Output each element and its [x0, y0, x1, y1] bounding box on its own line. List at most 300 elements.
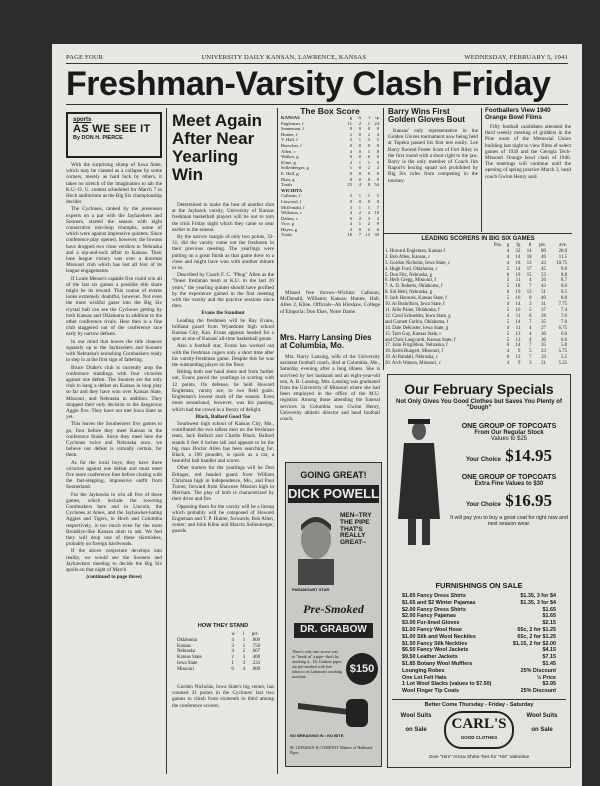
- scorer-row-cell: 8.7: [561, 278, 567, 284]
- ad2-group1-values: Values to $25: [490, 436, 528, 442]
- sale-item-price: $1.65: [542, 613, 556, 620]
- football-headline: Footballers View 1940 Orange Bowl Films: [485, 107, 551, 121]
- standings-row-cell: .800: [251, 637, 261, 643]
- scorer-row-cell: 16: [515, 307, 521, 313]
- boxscore-row-cell: 0: [349, 154, 352, 160]
- scorer-row-cell: 8. Sid Held, Nebraska, g: [385, 290, 433, 296]
- ad2-store-sub: GOOD CLOTHES: [460, 735, 498, 740]
- scorers-head: ft: [528, 243, 532, 248]
- boxscore-row-cell: 7: [376, 204, 379, 210]
- scorer-row-cell: 43: [541, 260, 546, 266]
- banner-rule: [66, 104, 568, 105]
- sale-item-name: $1.65 Fancy Dress Shirts: [402, 593, 466, 599]
- boxscore-row-cell: 11: [347, 120, 352, 126]
- standings-head-w: w: [231, 632, 235, 637]
- scorer-row-cell: 6: [506, 343, 510, 349]
- lansing-story: [280, 354, 380, 458]
- standings-row-cell: Missouri: [177, 666, 195, 672]
- ad2-title: Our February Specials: [404, 381, 554, 397]
- boxscore-row-cell: 2: [358, 210, 361, 216]
- scorer-row-cell: 17: [526, 266, 532, 272]
- scorer-row-cell: 1. Howard Engleman, Kansas f: [385, 248, 445, 254]
- standings-row-cell: 1: [242, 637, 246, 643]
- scorer-row-cell: 5.25: [558, 361, 567, 367]
- pipe-icon: [294, 695, 374, 729]
- scorer-row-cell: 11.5: [558, 254, 567, 260]
- col2-paragraph: Other starters for the yearlings will be Don Ettinger, red headed guard from William Chrisman high in Independence, Mo., and Paul Turner, forward from Shawnee Mission high in Merriam. The play of both is characterized by their drive and fire.: [172, 465, 274, 503]
- ad2-group1: ONE GROUP OF TOPCOATS: [461, 423, 557, 430]
- scorer-row-cell: 4: [506, 325, 510, 331]
- scorers-head: pts.: [539, 243, 546, 248]
- scorer-row-cell: 6.0: [561, 331, 567, 337]
- standings-row-cell: Oklahoma: [177, 637, 197, 643]
- standings-row-cell: .000: [251, 666, 261, 672]
- col1-paragraph: In our mind that leaves the title chances squarely up to the Jayhawkers and Sooners with Nebraska's onrushing Cornhuskers ready to step in at the first sign of faltering.: [66, 338, 162, 364]
- ad-star-label: PARAMOUNT STAR: [292, 587, 330, 592]
- sale-item-price: $1.15, 2 for $2.00: [512, 640, 556, 647]
- sale-item-name: 1 Lot Wool Slacks (values to $7.50): [402, 681, 492, 688]
- sports-title: AS WE SEE IT: [73, 123, 151, 135]
- scorer-row-cell: 80: [541, 248, 546, 254]
- scorer-row-cell: 5: [506, 307, 510, 313]
- scorer-row-cell: 7.4: [561, 307, 567, 313]
- sports-column-box: [66, 112, 162, 158]
- standings-row-cell: .333: [251, 660, 261, 666]
- ad2-group1-sub: From Our Regular Stock: [474, 430, 544, 436]
- scorer-row-cell: 18: [515, 284, 521, 290]
- scorer-row-cell: 5: [506, 319, 510, 325]
- lansing-text: Mrs. Harry Lansing, wife of the University assistant football coach, died at Columbia, Mo., Saturday evening after a long illness. She is survived by her husband and an eight-year-old son, A. B. Lansing. Mrs. Lansing was graduated from the University of Missouri where she had been employed in the office of the M.U. registrar. Among those attending the funeral services in Columbia was Gwinn Henry, University athletic director and head football coach.: [280, 354, 380, 423]
- col2-paragraph: Black, Ballard Good Too: [195, 413, 251, 420]
- standings-row-cell: 2: [231, 655, 234, 661]
- ad2-pay-note: It will pay you to buy a good coat for right now and next season wear.: [450, 515, 568, 527]
- sale-item: [402, 620, 556, 627]
- scorer-row-cell: 13: [515, 331, 521, 337]
- sale-item-name: $1.50 Fancy Silk Neckties: [402, 640, 468, 647]
- sale-item-name: $3.00 Fur-lined Gloves: [402, 620, 460, 627]
- scorer-row-cell: 18. Keith Bungert, Missouri, f: [385, 349, 443, 355]
- scorer-row-cell: 9: [517, 361, 521, 367]
- scorer-row-cell: 6. Herb Gregg, Missouri, f: [385, 278, 437, 284]
- standings-row-cell: 4: [231, 649, 234, 655]
- boxscore-row-cell: Hayes, g: [281, 226, 298, 232]
- scorer-row-cell: 8.6: [561, 284, 567, 290]
- column-rule: [277, 108, 278, 774]
- bs-total: 8: [367, 182, 370, 188]
- standings-row-cell: .400: [251, 655, 261, 661]
- boxscore-row-cell: 0: [358, 226, 361, 232]
- scorer-row-cell: 35: [541, 319, 546, 325]
- bs-total: Totals: [281, 232, 293, 238]
- bs-head: g: [349, 115, 352, 120]
- boxscore-row-cell: 0: [358, 142, 361, 148]
- man-in-topcoat-illustration: [394, 419, 444, 549]
- bs-total: 25: [347, 182, 352, 188]
- sports-byline: By DON H. PIERCE: [73, 135, 123, 141]
- sale-item-price: $1.65: [542, 606, 556, 613]
- scorer-row-cell: 21: [541, 361, 546, 367]
- boxscore-row-cell: 1: [358, 193, 361, 199]
- boxscore-row-cell: Kline, g: [281, 159, 296, 165]
- ad-price-badge: $150: [346, 653, 378, 685]
- scorer-row-cell: 12. Carol Schneider, Iowa State, g: [385, 313, 451, 319]
- barry-headline: Barry Wins First Golden Gloves Bout: [388, 107, 465, 125]
- sale-item-price: ½ Price: [536, 674, 556, 681]
- boxscore-row-cell: 4: [349, 221, 352, 227]
- clothing-advertisement: [387, 374, 571, 768]
- boxscore-row-cell: 2: [358, 120, 361, 126]
- standings-title: HOW THEY STAND: [197, 623, 249, 629]
- scorer-row-cell: 11: [515, 278, 521, 284]
- scorer-row-cell: 7: [529, 319, 532, 325]
- standings-row-cell: Nebraska: [177, 649, 196, 655]
- standings-row-cell: .667: [251, 649, 261, 655]
- scorer-row-cell: 18: [526, 254, 532, 260]
- col1-paragraph: (continued to page three): [86, 574, 142, 581]
- boxscore-row-cell: 2: [367, 221, 370, 227]
- boxscore-row-cell: 0: [349, 126, 352, 132]
- portrait-illustration: [292, 509, 340, 585]
- scorer-row-cell: 4: [506, 361, 510, 367]
- sale-item: [402, 668, 556, 675]
- boxscore-row-cell: 0: [349, 142, 352, 148]
- ad2-onsale-right: on Sale: [531, 727, 553, 733]
- scorer-row-cell: 5.8: [561, 343, 567, 349]
- scorer-row-cell: 5.75: [558, 349, 567, 355]
- scorer-row-cell: 14. Dale DeKoster, Iowa State, g: [385, 325, 449, 331]
- col1-paragraph: With the surprising slump of Iowa State, which may be classed as a collapse by some corners, merely as hard luck by others, it takes no stretch of the imagination to tab the K.U.-O. U. contest scheduled for March 7 in Hoch auditorium as the Big Six championship decider.: [66, 162, 162, 206]
- bs-head: tp: [375, 115, 379, 120]
- boxscore-row-cell: 1: [358, 204, 361, 210]
- boxscore-row-cell: 0: [358, 148, 361, 154]
- scorer-row-cell: 37: [541, 307, 546, 313]
- bs-head: ft: [358, 115, 361, 120]
- standings-row-cell: .750: [251, 643, 261, 649]
- sports-column-text: [66, 162, 162, 774]
- scorer-row-cell: 27: [541, 325, 546, 331]
- standings-row-cell: 4: [231, 637, 234, 643]
- sale-item-name: $1.65 and $2 Winter Pajamas: [402, 599, 476, 606]
- ad2-choice1: Your Choice: [465, 457, 501, 463]
- scorer-row-cell: 6: [529, 313, 532, 319]
- boxscore-row-cell: 1: [367, 148, 370, 154]
- ad2-subtitle: Not Only Gives You Good Clothes but Saves You Plenty of "Dough": [396, 399, 562, 411]
- boxscore-row-cell: 0: [349, 170, 352, 176]
- scorer-row-cell: 13: [515, 355, 521, 361]
- folio-line: [66, 54, 568, 64]
- boxscore-row-cell: 2: [349, 131, 352, 137]
- boxscore-row-cell: 0: [367, 142, 370, 148]
- boxscore-row-cell: 6: [376, 226, 379, 232]
- scorer-row-cell: 4: [529, 331, 532, 337]
- folio-paper: UNIVERSITY DAILY KANSAN, LAWRENCE, KANSAS: [201, 54, 367, 61]
- scorer-row-cell: 14: [526, 248, 532, 254]
- col1-paragraph: Bruce Drake's club is currently atop the conference standings with four victories against one defeat. The Sooners are the only club to hang a defeat on Kansas in loop play so far and they have won over Kansas State, Missouri, and Nebraska in addition. They dropped their only decision to the dangerous Aggie five. They have not met Iowa State as yet.: [66, 364, 162, 421]
- col2-paragraph: Southwest high school of Kansas City, Mo., contributed the two tallest men on the freshman team, Jack Ballard and Charlie Black. Ballard stands 6 feet 6 inches tall and appears to be the big man Doctor Allen has been searching for. Black, a 190 pounder, is quick as a cat, a beautiful ball handler and scorer.: [172, 420, 274, 465]
- boxscore-row-cell: 0: [349, 176, 352, 182]
- boxscore-row-cell: 0: [358, 154, 361, 160]
- scorer-row-cell: 5: [529, 349, 532, 355]
- scorer-row-cell: 7: [529, 343, 532, 349]
- boxscore-row-cell: 0: [376, 198, 379, 204]
- sale-item: [402, 634, 556, 641]
- sale-item-name: $1.00 Fancy Wool Hose: [402, 626, 462, 633]
- scorer-row-cell: 4: [506, 254, 510, 260]
- boxscore-row-cell: Blair, g: [281, 176, 295, 182]
- ad-dick-powell: DICK POWELL: [288, 486, 379, 501]
- boxscore-row-cell: Allen, c: [281, 148, 296, 154]
- ad2-group2: ONE GROUP OF TOPCOATS: [461, 474, 557, 481]
- nicholas-note-text: Gordon Nicholas, Iowa State's big center, has counted 31 points in the Cyclones' last two games to climb from sixteenth to third among the conference scorers.: [172, 684, 274, 709]
- sale-item: [402, 675, 556, 682]
- scorers-title: LEADING SCORERS IN BIG SIX GAMES: [421, 236, 535, 242]
- boxscore-row-cell: 1: [358, 221, 361, 227]
- scorer-row-cell: 19. Al Randall, Nebraska, c: [385, 355, 438, 361]
- boxscore-row-cell: 0: [376, 154, 379, 160]
- boxscore-row-cell: 0: [349, 198, 352, 204]
- scorer-row-cell: 53: [541, 272, 546, 278]
- scorer-row-cell: 7.0: [561, 319, 567, 325]
- boxscore-row-cell: 0: [367, 176, 370, 182]
- boxscore-row-cell: Engleman, f: [281, 120, 304, 126]
- nicholas-note: [172, 684, 274, 774]
- bs-head: f: [368, 115, 370, 120]
- standings-head-l: l: [242, 632, 245, 637]
- boxscore-row-cell: 1: [358, 137, 361, 143]
- folio-date: WEDNESDAY, FEBRUARY 5, 1941: [464, 54, 568, 61]
- scorers-table: [384, 243, 568, 367]
- scorer-row-cell: 5: [506, 296, 510, 302]
- boxscore-row-cell: 3: [367, 215, 370, 221]
- sale-item-price: $2.15: [542, 620, 556, 627]
- scorer-row-cell: 6: [506, 272, 510, 278]
- standings-row-cell: 1: [231, 660, 234, 666]
- boxscore-note: [280, 290, 380, 324]
- sale-item-name: $9.50 Leather Jackets: [402, 654, 458, 661]
- scorer-row-cell: 4: [529, 278, 532, 284]
- boxscore-row-cell: 0: [358, 126, 361, 132]
- standings-row-cell: Kansas: [177, 643, 191, 649]
- newspaper-page: [52, 44, 582, 786]
- barry-text: Kansas' only representative in the Golden Gloves tournament now being held at Topeka passed his first test easily. Lee Barry floored Foster Scott of Fort Riley in the first round with a short right to the jaw. Barry is the only member of Coach Jim Raport's boxing squad not prohibited by Big Six rules from competing in the tourney.: [388, 128, 478, 184]
- scorer-row-cell: 19: [515, 290, 521, 296]
- col2-paragraph: Evans the Standout: [201, 310, 245, 317]
- ad-pipe-text: There's only one correct way to "break in" a pipe--that's by smoking it... Dr. Grabow pipes are pre-smoked with fine tobacco on Linkman's smoking machine.: [292, 649, 342, 679]
- boxscore-row-cell: 5: [376, 159, 379, 165]
- scorer-row-cell: 45: [541, 266, 546, 272]
- scorer-row-cell: and Chris Langvardt, Kansas State, f: [385, 337, 456, 343]
- ad2-choice2: Your Choice: [465, 502, 501, 508]
- boxscore-row-cell: Vice, g: [281, 221, 294, 227]
- col2-paragraph: Hitting both one hand shots and from farther out, Evans paced the yearlings in scoring with 12 points. On defense, he held Howard Engleman, varsity ace, to two field goals. Engleman's lowest mark of the season. Even more sensational, however, was his passing, which had the crowd in a frenzy of delight.: [172, 369, 274, 413]
- sale-item-price: $3.95: [542, 681, 556, 688]
- boxscore-row-cell: 2: [349, 193, 352, 199]
- boxscore-row-cell: Calhoun, f: [281, 193, 301, 199]
- scorer-row-cell: 8.0: [561, 296, 567, 302]
- boxscore-row-cell: Linwood, f: [281, 198, 302, 204]
- scorer-row-cell: 4: [529, 325, 532, 331]
- ad-maker: M. LINKMAN & COMPANY Makers of Hallmark Pipes: [290, 745, 373, 755]
- boxscore-row-cell: Dalton, c: [281, 215, 298, 221]
- scorer-row-cell: 4: [506, 260, 510, 266]
- ad-no-breaking: NO BREAKING IN • NO BITE: [290, 733, 344, 738]
- boxscore-row-cell: 0: [358, 170, 361, 176]
- standings-row-cell: 3: [242, 660, 246, 666]
- scorer-row-cell: 5: [506, 284, 510, 290]
- football-text: Fifty football candidates attended the third weekly meeting of gridders in the Pine room of the Memorial Union building last night to view films of select games of 1939 and the Georgia Tech-Missouri Orange bowl clash of 1940. The meetings will continue until the opening of spring practice March 3, head coach Gwinn Henry said.: [485, 124, 571, 180]
- standings-row-cell: 3: [242, 655, 246, 661]
- boxscore-row-cell: 0: [376, 126, 379, 132]
- scorer-row-cell: 17. John Fitzgibbon, Nebraska, f: [385, 343, 448, 349]
- ad2-furnishings-title: FURNISHINGS ON SALE: [435, 581, 523, 590]
- ad-going-great: GOING GREAT!: [300, 470, 367, 480]
- boxscore-row-cell: 2: [376, 215, 379, 221]
- scorer-row-cell: 14: [515, 266, 521, 272]
- scorer-row-cell: 4: [506, 349, 510, 355]
- sale-item: [402, 661, 556, 668]
- boxscore-row-cell: Williams, c: [281, 210, 302, 216]
- bs-total: 12: [365, 232, 370, 238]
- sale-item-name: One Lot Felt Hats: [402, 674, 447, 681]
- scorer-row-cell: 4: [529, 337, 532, 343]
- boxscore-row-cell: 10: [374, 210, 379, 216]
- sale-item: [402, 688, 556, 695]
- boxscore-row-cell: 0: [358, 176, 361, 182]
- scorer-row-cell: 5: [506, 337, 510, 343]
- scorer-row-cell: 35: [541, 343, 546, 349]
- sale-item-price: 65c, 2 for $1.25: [517, 626, 556, 633]
- col1-paragraph: If the above conjecture develops into reality, we would see the Sooners and Jayhawkers meeting to decide the Big Six spoils on that night of March: [66, 548, 162, 573]
- sale-item-price: 25% Discount: [520, 667, 556, 674]
- sale-item: [402, 654, 556, 661]
- boxscore-row-cell: 0: [358, 165, 361, 171]
- scorer-row-cell: 5: [529, 307, 532, 313]
- boxscore-row-cell: 0: [376, 176, 379, 182]
- scorer-row-cell: 9.0: [561, 266, 567, 272]
- scorer-row-cell: 5: [506, 331, 510, 337]
- scorer-row-cell: 51: [541, 290, 546, 296]
- sale-item-name: Wool Finger Tip Coats: [402, 688, 460, 695]
- scorer-row-cell: 7. A. D. Roberts, Oklahoma, f: [385, 284, 443, 290]
- sale-item-name: $6.50 Fancy Wool Jackets: [402, 647, 469, 654]
- boxscore-row-cell: 2: [367, 165, 370, 171]
- football-story: [485, 124, 571, 232]
- scorer-row-cell: 5. Don Fitz, Nebraska, g: [385, 272, 433, 278]
- col2-paragraph: Described by Coach F. C. "Phog" Allen as the "finest freshman team at K.U. in the last 20 years," the yearling quintet should have profited by the experience gained in the first meeting with the varsity and the practice sessions since then.: [172, 272, 274, 310]
- scorer-row-cell: 13: [526, 260, 532, 266]
- boxscore-row-cell: 0: [376, 142, 379, 148]
- boxscore-row-cell: 0: [367, 154, 370, 160]
- standings-table: [176, 632, 272, 673]
- boxscore-row-cell: 0: [358, 131, 361, 137]
- boxscore-row-cell: 4: [376, 131, 379, 137]
- boxscore-row-cell: 1: [349, 165, 352, 171]
- scorer-row-cell: 43: [541, 284, 546, 290]
- bs-total: 4: [358, 182, 361, 188]
- scorer-row-cell: 3: [529, 361, 532, 367]
- sale-item-name: $2.00 Fancy Pajamas: [402, 613, 456, 620]
- sale-item-name: Lounging Robes: [402, 667, 445, 674]
- ad2-better-come: Better Come Thursday - Friday - Saturday: [392, 699, 566, 708]
- scorer-row-cell: 5: [506, 266, 510, 272]
- boxscore-row-cell: 0: [367, 170, 370, 176]
- boxscore-row-cell: 2: [367, 210, 370, 216]
- boxscore-row-cell: Hunter, f: [281, 131, 298, 137]
- boxscore-row-cell: 4: [349, 210, 352, 216]
- scorer-row-cell: 4. Hugh Ford, Oklahoma, c: [385, 266, 438, 272]
- scorer-row-cell: 13: [515, 337, 521, 343]
- freshman-story-text: [172, 202, 274, 626]
- sale-item: [402, 600, 556, 607]
- banner-headline: Freshman-Varsity Clash Friday: [66, 65, 551, 103]
- sale-item-price: $1.35, 3 for $4: [520, 599, 556, 606]
- pipe-advertisement: [285, 462, 382, 767]
- boxscore-row-cell: V. Hall, f: [281, 137, 298, 143]
- boxscore-row-cell: 24: [374, 120, 379, 126]
- scorer-row-cell: 8: [529, 296, 532, 302]
- col1-paragraph: For the Jayhawks to win all five of these games, which include the towering Cornhuskers here and in Lincoln, the Cyclones at Ames, and the Jayhawker-hating Aggies and Tigers, in Hoch and Columbia respectively, is too much even for the most Brooklyn-like Kansan alum to ask. We feel they will drop one of these skirmishes, probably on foreign hardwoods.: [66, 491, 162, 548]
- scorer-row-cell: 30: [541, 337, 546, 343]
- sports-label: sports: [73, 117, 92, 123]
- scorer-row-cell: 23: [541, 349, 546, 355]
- scorers-head: Pos.: [493, 243, 502, 248]
- standings-row-cell: 3: [231, 643, 234, 649]
- boxscore-row-cell: 2: [367, 226, 370, 232]
- scorer-row-cell: 11. Allie Paine, Oklahoma, f: [385, 307, 440, 313]
- scorer-row-cell: 7.0: [561, 313, 567, 319]
- scorer-row-cell: 7: [529, 284, 532, 290]
- col2-paragraph: By the narrow margin of only two points, 33-31, did the varsity come out the freshmen in their previous meeting. The yearlings were putting on a great finish as that game drew to a close and might have won with another minute or so.: [172, 234, 274, 272]
- boxscore-row-cell: 4: [349, 148, 352, 154]
- boxscore-row-cell: 2: [349, 137, 352, 143]
- sale-item: [402, 627, 556, 634]
- scorer-row: [384, 361, 568, 367]
- scorer-row-cell: 3: [506, 278, 510, 284]
- boxscore-row-cell: Sollenberger, g: [281, 165, 309, 171]
- ad-pre-smoked: Pre-Smoked: [303, 602, 364, 616]
- sale-item-price: 25% Discount: [520, 688, 556, 695]
- boxscore-row-cell: 0: [358, 198, 361, 204]
- scorers-rule: [384, 233, 572, 234]
- boxscore-row-cell: 0: [376, 170, 379, 176]
- scorers-head: ave.: [559, 243, 567, 248]
- standings-row: [176, 667, 272, 673]
- scorer-row-cell: 11: [515, 325, 521, 331]
- boxscore-row-cell: 1: [367, 120, 370, 126]
- ad2-group2-sub: Extra Fine Values to $30: [474, 481, 544, 487]
- boxscore-table: [280, 115, 380, 238]
- scorer-row-cell: 28: [541, 313, 546, 319]
- ad2-bottom-line: Give "Him" Arrow Shirts-Ties for "His" Valentine: [428, 755, 530, 760]
- standings-row-cell: 0: [231, 666, 234, 672]
- scorer-row-cell: 31: [541, 302, 546, 308]
- folio-page: PAGE FOUR: [66, 54, 104, 61]
- scorer-row-cell: 8.5: [561, 290, 567, 296]
- scorer-row-cell: and Garnett Corbin, Oklahoma, f: [385, 319, 449, 325]
- sale-item-price: $4.15: [542, 647, 556, 654]
- ad2-price2: $16.95: [505, 491, 553, 510]
- scorer-row-cell: 14: [515, 302, 521, 308]
- boxscore-row-cell: 2: [358, 215, 361, 221]
- scorer-row-cell: 3: [529, 302, 532, 308]
- boxscore-row-cell: 1: [367, 193, 370, 199]
- freshman-headline: Meet Again After Near Yearling Win: [172, 111, 263, 184]
- standings-row-cell: 4: [242, 666, 246, 672]
- ad2-wool-right: Wool Suits: [526, 713, 558, 719]
- sale-item: [402, 593, 556, 600]
- scorer-row-cell: 8.8: [561, 272, 567, 278]
- scorer-row-cell: 18: [515, 260, 521, 266]
